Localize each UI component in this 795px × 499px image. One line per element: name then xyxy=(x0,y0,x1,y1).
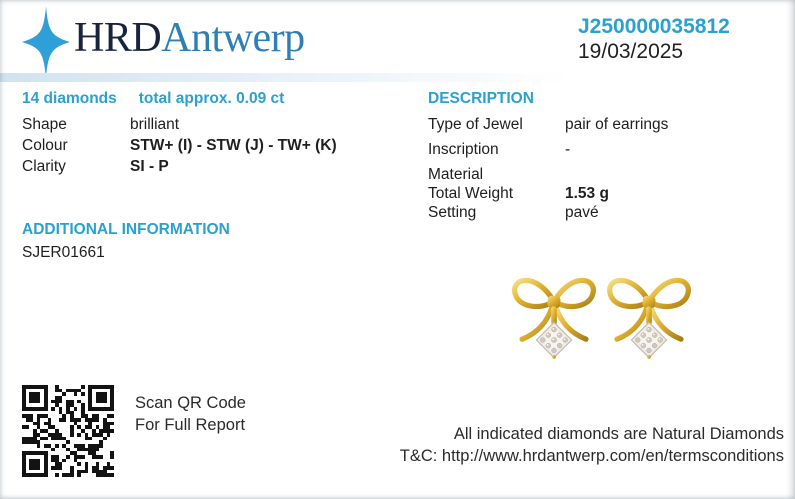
clarity-value: SI - P xyxy=(130,158,169,175)
qr-caption xyxy=(135,392,246,436)
reference-number: SJER01661 xyxy=(22,244,105,261)
logo-hrd-text: HRD xyxy=(74,15,162,61)
setting-label: Setting xyxy=(428,204,477,221)
additional-information-section xyxy=(22,221,230,262)
certificate-number: J250000035812 xyxy=(578,15,730,38)
type-of-jewel-label: Type of Jewel xyxy=(428,116,523,133)
qr-code xyxy=(22,385,114,477)
jewel-photo xyxy=(498,248,748,400)
natural-diamonds-statement: All indicated diamonds are Natural Diamonds xyxy=(453,425,784,443)
terms-conditions-url: T&C: http://www.hrdantwerp.com/en/termsconditions xyxy=(399,446,784,465)
clarity-label: Clarity xyxy=(22,158,66,175)
header-divider xyxy=(0,73,795,82)
setting-value: pavé xyxy=(565,204,599,221)
footer-disclaimer xyxy=(400,424,784,467)
shape-value: brilliant xyxy=(130,116,180,133)
colour-label: Colour xyxy=(22,137,68,154)
diamond-count: 14 diamonds xyxy=(22,90,117,107)
material-label: Material xyxy=(428,166,484,183)
additional-information-title: ADDITIONAL INFORMATION xyxy=(22,221,230,238)
total-weight-row xyxy=(428,184,783,203)
total-weight-label: Total Weight xyxy=(428,185,514,202)
colour-row xyxy=(22,135,412,156)
total-weight-value: 1.53 g xyxy=(565,185,609,202)
qr-caption-line2: For Full Report xyxy=(135,416,246,434)
inscription-value: - xyxy=(565,141,571,158)
diamond-total-carat: total approx. 0.09 ct xyxy=(138,90,285,107)
inscription-label: Inscription xyxy=(428,141,499,158)
qr-caption-line1: Scan QR Code xyxy=(135,394,246,412)
setting-row xyxy=(428,203,783,222)
clarity-row xyxy=(22,156,412,177)
shape-label: Shape xyxy=(22,116,67,133)
diamond-summary-section xyxy=(22,90,412,177)
hrd-antwerp-logo xyxy=(74,13,305,63)
inscription-row xyxy=(428,140,783,159)
description-section xyxy=(428,90,783,222)
shape-row xyxy=(22,114,412,135)
logo-antwerp-text: Antwerp xyxy=(161,15,305,61)
material-row xyxy=(428,165,783,184)
diamond-summary-heading xyxy=(22,90,412,108)
certificate-date: 19/03/2025 xyxy=(578,40,684,63)
certificate-header xyxy=(578,15,730,64)
colour-value: STW+ (I) - STW (J) - TW+ (K) xyxy=(130,137,337,154)
hrd-star-icon xyxy=(19,5,73,79)
description-title: DESCRIPTION xyxy=(428,90,534,107)
type-of-jewel-row xyxy=(428,115,783,134)
type-of-jewel-value: pair of earrings xyxy=(565,116,669,133)
